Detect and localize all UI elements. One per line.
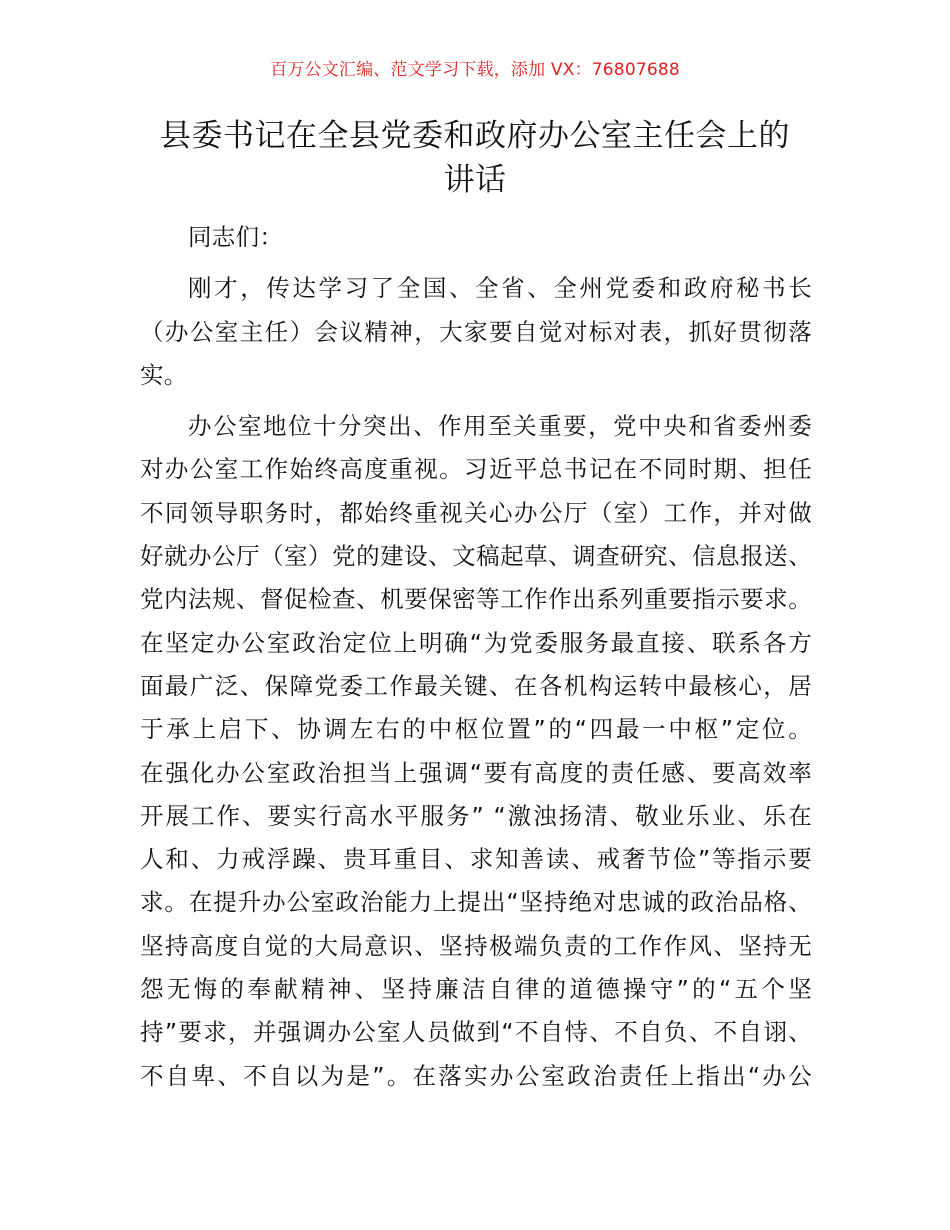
- paragraph-gap: [140, 397, 812, 405]
- salutation: 同志们：: [188, 223, 284, 251]
- document-title-line-1: 县委书记在全县党委和政府办公室主任会上的: [160, 118, 790, 154]
- paragraph-line: 在强化办公室政治担当上强调“要有高度的责任感、要高效率: [140, 758, 812, 787]
- paragraph-line: 坚持高度自觉的大局意识、坚持极端负责的工作作风、坚持无: [140, 931, 812, 960]
- document-title-line-2: 讲话: [443, 162, 507, 198]
- paragraph-line: 面最广泛、保障党委工作最关键、在各机构运转中最核心，居: [140, 671, 812, 700]
- paragraph-line: 怨无悔的奉献精神、坚持廉洁自律的道德操守”的“五个坚: [140, 975, 812, 1004]
- paragraph-line: 办公室地位十分突出、作用至关重要，党中央和省委州委: [188, 412, 812, 441]
- paragraph-line: 好就办公厅（室）党的建设、文稿起草、调查研究、信息报送、: [140, 542, 812, 571]
- paragraph-line: 在坚定办公室政治定位上明确“为党委服务最直接、联系各方: [140, 628, 812, 657]
- paragraph-2: [140, 405, 812, 1098]
- paragraph-line: 于承上启下、协调左右的中枢位置”的“四最一中枢”定位。: [140, 715, 812, 744]
- paragraph-line: 实。: [140, 360, 188, 389]
- paragraph-line: 刚才，传达学习了全国、全省、全州党委和政府秘书长: [188, 274, 812, 303]
- watermark-header: 百万公文汇编、范文学习下载，添加 VX：76807688: [270, 60, 680, 80]
- paragraph-line: 不同领导职务时，都始终重视关心办公厅（室）工作，并对做: [140, 498, 812, 527]
- paragraph-line: （办公室主任）会议精神，大家要自觉对标对表，抓好贯彻落: [140, 317, 812, 346]
- paragraph-line: 对办公室工作始终高度重视。习近平总书记在不同时期、担任: [140, 455, 812, 484]
- document-body: [140, 216, 812, 1098]
- paragraph-line: 开展工作、要实行高水平服务” “激浊扬清、敬业乐业、乐在: [140, 801, 812, 830]
- paragraph-line: 不自卑、不自以为是”。在落实办公室政治责任上指出“办公: [140, 1061, 812, 1090]
- paragraph-gap: [140, 259, 812, 267]
- paragraph-line: 人和、力戒浮躁、贵耳重目、求知善读、戒奢节俭”等指示要: [140, 845, 812, 874]
- paragraph-line: 求。在提升办公室政治能力上提出“坚持绝对忠诚的政治品格、: [140, 888, 812, 917]
- paragraph-line: 党内法规、督促检查、机要保密等工作作出系列重要指示要求。: [140, 585, 812, 614]
- paragraph-line: 持”要求，并强调办公室人员做到“不自恃、不自负、不自诩、: [140, 1018, 812, 1047]
- paragraph-1: [140, 267, 812, 397]
